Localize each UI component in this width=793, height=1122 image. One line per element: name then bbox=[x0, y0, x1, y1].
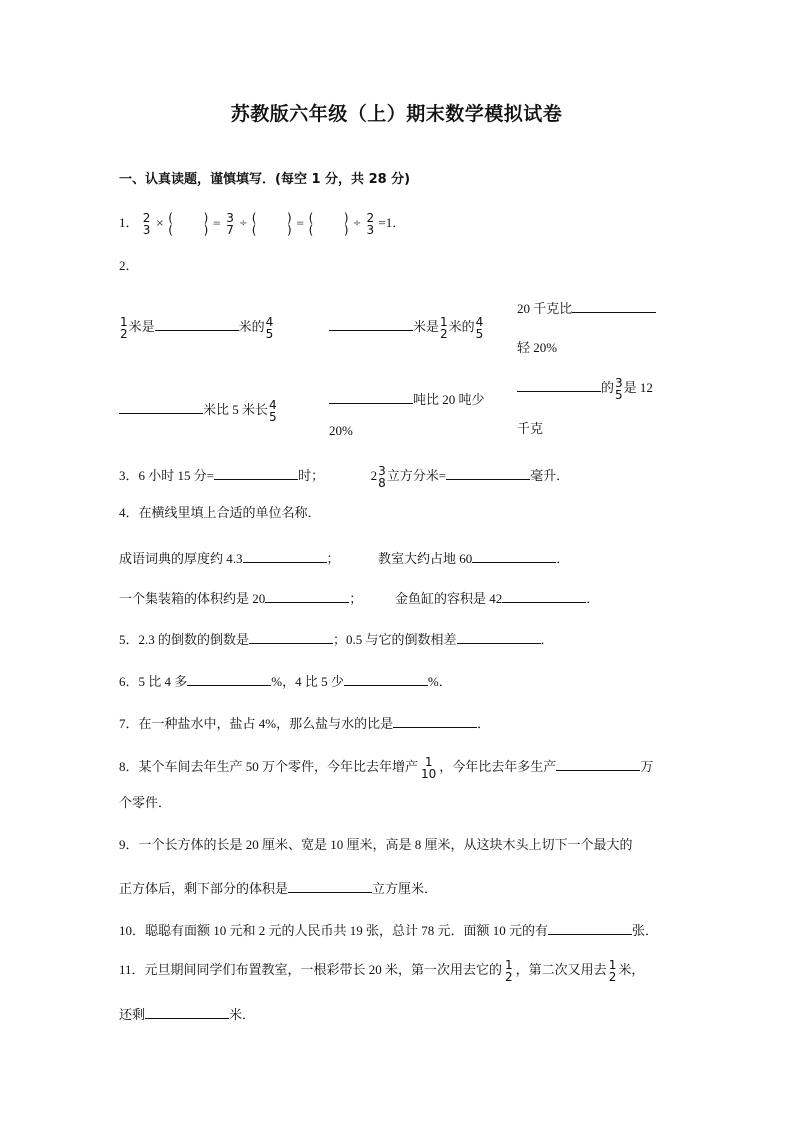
question-2d: 米比 5 米长 4 5 bbox=[119, 395, 278, 425]
question-2b: 米是 1 2 米的 4 5 bbox=[329, 312, 484, 342]
answer-blank[interactable] bbox=[344, 671, 428, 686]
question-5: 5．2.3 的倒数的倒数是 ；0.5 与它的倒数相差 ． bbox=[119, 629, 554, 648]
answer-blank[interactable] bbox=[214, 465, 298, 480]
answer-blank[interactable] bbox=[446, 465, 530, 480]
answer-blank[interactable] bbox=[243, 548, 327, 563]
question-10: 10．聪聪有面额 10 元和 2 元的人民币共 19 张，总计 78 元．面额 10 元的有 张． bbox=[119, 920, 658, 939]
question-8-line2: 个零件． bbox=[119, 795, 172, 810]
answer-blank[interactable] bbox=[145, 1004, 229, 1019]
question-4c: 一个集装箱的体积约是 20 ； bbox=[119, 588, 362, 607]
question-8: 8．某个车间去年生产 50 万个零件，今年比去年增产 1 10 ，今年比去年多生产 万 bbox=[119, 755, 654, 782]
answer-blank[interactable] bbox=[155, 316, 239, 331]
answer-blank[interactable] bbox=[548, 920, 632, 935]
answer-blank[interactable] bbox=[393, 713, 477, 728]
question-2a: 1 2 米是 米的 4 5 bbox=[120, 315, 274, 342]
answer-blank[interactable] bbox=[288, 878, 372, 893]
question-2f: 的 3 5 是 12 bbox=[517, 373, 653, 403]
page-title: 苏教版六年级（上）期末数学模拟试卷 bbox=[230, 103, 563, 125]
answer-blank[interactable] bbox=[329, 389, 413, 404]
question-2e: 吨比 20 吨少 bbox=[329, 389, 485, 408]
question-2c-line1: 20 千克比 bbox=[517, 298, 656, 317]
answer-blank[interactable] bbox=[457, 629, 541, 644]
question-2f-line2: 千克 bbox=[517, 421, 544, 436]
fraction: 2 3 bbox=[142, 211, 151, 238]
answer-blank[interactable] bbox=[187, 671, 271, 686]
question-6: 6．5 比 4 多 %，4 比 5 少 %． bbox=[119, 671, 452, 690]
fraction: 3 7 bbox=[226, 211, 234, 238]
answer-blank[interactable] bbox=[329, 316, 413, 331]
question-9: 9．一个长方体的长是 20 厘米、宽是 10 厘米，高是 8 厘米，从这块木头上切下一个最大的 bbox=[119, 837, 633, 852]
question-4d: 金鱼缸的容积是 42 ． bbox=[395, 588, 599, 607]
blank-fraction[interactable]: ( ) ( ) bbox=[168, 211, 209, 238]
question-11-line2: 还剩 米． bbox=[119, 1004, 255, 1023]
answer-blank[interactable] bbox=[249, 629, 333, 644]
question-4: 4．在横线里填上合适的单位名称． bbox=[119, 505, 321, 520]
section-heading: 一、认真读题，谨慎填写．(每空 1 分，共 28 分) bbox=[119, 172, 411, 187]
question-7: 7．在一种盐水中，盐占 4%，那么盐与水的比是 ． bbox=[119, 713, 490, 732]
blank-fraction[interactable]: ( ) ( ) bbox=[251, 211, 292, 238]
question-1: 1． 2 3 × ( ) ( ) = 3 7 ÷ ( ) ( ) = ( ) ( ) ÷ 2 3 =1． bbox=[119, 211, 406, 238]
answer-blank[interactable] bbox=[517, 377, 601, 392]
question-number: 1． bbox=[119, 215, 139, 230]
question-4a: 成语词典的厚度约 4.3 ； bbox=[119, 548, 340, 567]
question-2c-line2: 轻 20% bbox=[517, 340, 558, 355]
answer-blank[interactable] bbox=[502, 588, 586, 603]
answer-blank[interactable] bbox=[119, 399, 203, 414]
blank-fraction[interactable]: ( ) ( ) bbox=[308, 211, 349, 238]
question-11: 11．元旦期间同学们布置教室，一根彩带长 20 米，第一次用去它的 1 2 ，第二次又用去 1 2 米， bbox=[119, 958, 645, 985]
question-9-line2: 正方体后，剩下部分的体积是 立方厘米． bbox=[119, 878, 437, 897]
answer-blank[interactable] bbox=[556, 756, 640, 771]
question-2-number: 2． bbox=[119, 258, 139, 273]
question-2e-line2: 20% bbox=[329, 423, 353, 438]
answer-blank[interactable] bbox=[572, 298, 656, 313]
answer-blank[interactable] bbox=[265, 588, 349, 603]
answer-blank[interactable] bbox=[472, 548, 556, 563]
fraction: 2 3 bbox=[366, 211, 375, 238]
question-3: 3．6 小时 15 分= 时； 2 3 8 立方分米= 毫升． bbox=[119, 464, 570, 491]
question-4b: 教室大约占地 60 ． bbox=[378, 548, 569, 567]
